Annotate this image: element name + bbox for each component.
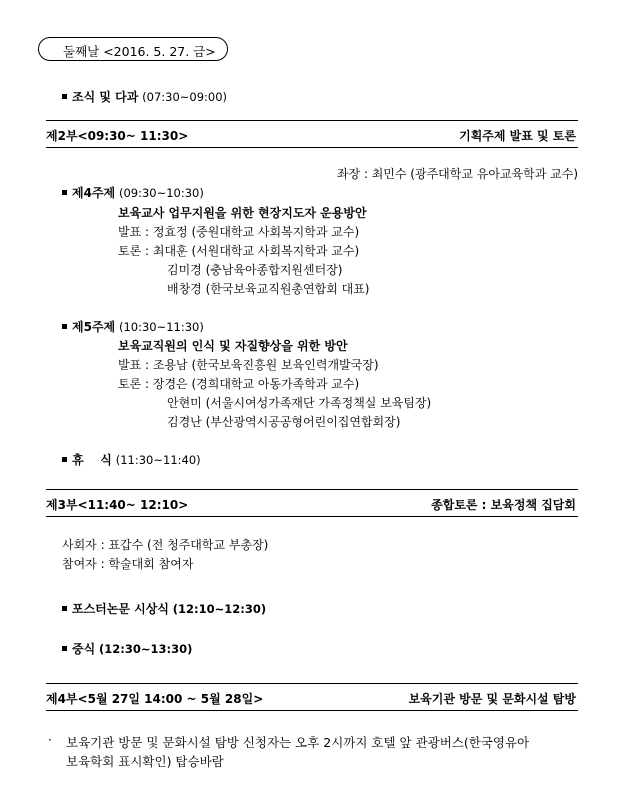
topic5-discussant-3: 김경난 (부산광역시공공형어린이집연합회장) bbox=[167, 415, 401, 429]
topic5-discussant-1: 토론 : 장경은 (경희대학교 아동가족학과 교수) bbox=[118, 377, 360, 391]
notice-bullet: · bbox=[48, 733, 52, 747]
bullet-icon bbox=[62, 324, 67, 329]
lunch-title: 중식 bbox=[72, 642, 96, 656]
breakfast-title: 조식 및 다과 bbox=[72, 90, 139, 104]
break-item bbox=[62, 451, 201, 468]
part3-header-left: 제3부<11:40~ 12:10> bbox=[46, 498, 189, 512]
bullet-icon bbox=[62, 94, 67, 99]
break-time: (11:30~11:40) bbox=[115, 453, 201, 467]
participants-line: 참여자 : 학술대회 참여자 bbox=[62, 557, 194, 571]
part4-header-right: 보육기관 방문 및 문화시설 탐방 bbox=[408, 692, 576, 706]
breakfast-item bbox=[62, 88, 227, 105]
day-label: 둘째날 <2016. 5. 27. 금> bbox=[63, 44, 216, 59]
topic4-label: 제4주제 bbox=[72, 186, 116, 200]
topic4-discussant-3: 배창경 (한국보육교직원총연합회 대표) bbox=[167, 282, 370, 296]
divider bbox=[46, 710, 578, 711]
poster-award-item bbox=[62, 600, 266, 617]
part4-header-left: 제4부<5월 27일 14:00 ~ 5월 28일> bbox=[46, 692, 264, 706]
topic4-title: 보육교사 업무지원을 위한 현장지도자 운용방안 bbox=[118, 206, 367, 220]
bullet-icon bbox=[62, 190, 67, 195]
breakfast-time: (07:30~09:00) bbox=[142, 90, 228, 104]
topic4-heading bbox=[62, 184, 204, 201]
notice-line-2: 보육학회 표시확인) 탑승바람 bbox=[66, 754, 224, 769]
break-title: 휴 식 bbox=[72, 453, 112, 467]
divider bbox=[46, 489, 578, 490]
divider bbox=[46, 516, 578, 517]
part2-header-left: 제2부<09:30~ 11:30> bbox=[46, 129, 189, 143]
bullet-icon bbox=[62, 606, 67, 611]
topic5-heading bbox=[62, 318, 204, 335]
part3-header-right: 종합토론 : 보육정책 집담회 bbox=[431, 498, 576, 512]
bullet-icon bbox=[62, 457, 67, 462]
poster-award-title: 포스터논문 시상식 bbox=[72, 602, 169, 616]
divider bbox=[46, 147, 578, 148]
topic5-discussant-2: 안현미 (서울시여성가족재단 가족정책실 보육팀장) bbox=[167, 396, 432, 410]
divider bbox=[46, 120, 578, 121]
topic5-presenter: 발표 : 조용남 (한국보육진흥원 보육인력개발국장) bbox=[118, 358, 379, 372]
topic5-time: (10:30~11:30) bbox=[118, 320, 204, 334]
bullet-icon bbox=[62, 646, 67, 651]
topic4-discussant-2: 김미경 (충남육아종합지원센터장) bbox=[167, 263, 343, 277]
topic4-time: (09:30~10:30) bbox=[118, 186, 204, 200]
topic5-title: 보육교직원의 인식 및 자질향상을 위한 방안 bbox=[118, 339, 348, 353]
moderator-line: 사회자 : 표갑수 (전 청주대학교 부총장) bbox=[62, 538, 269, 552]
part2-header-right: 기획주제 발표 및 토론 bbox=[459, 129, 576, 143]
topic5-label: 제5주제 bbox=[72, 320, 116, 334]
poster-award-time: (12:10~12:30) bbox=[172, 602, 267, 616]
lunch-time: (12:30~13:30) bbox=[99, 642, 193, 656]
notice-line-1: 보육기관 방문 및 문화시설 탐방 신청자는 오후 2시까지 호텔 앞 관광버스(한국영유아 bbox=[66, 735, 530, 750]
chair-line: 좌장 : 최민수 (광주대학교 유아교육학과 교수) bbox=[336, 167, 578, 181]
day-label-pill bbox=[38, 37, 228, 61]
topic4-presenter: 발표 : 정효정 (중원대학교 사회복지학과 교수) bbox=[118, 225, 360, 239]
topic4-discussant-1: 토론 : 최대훈 (서원대학교 사회복지학과 교수) bbox=[118, 244, 360, 258]
divider bbox=[46, 683, 578, 684]
lunch-item bbox=[62, 640, 192, 657]
